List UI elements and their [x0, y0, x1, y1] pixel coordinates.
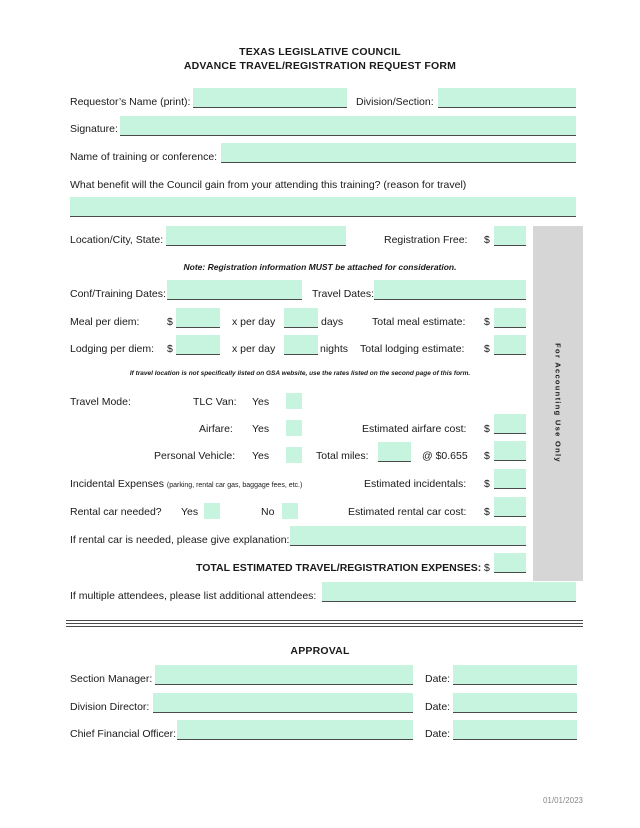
incidental-title: Incidental Expenses [70, 478, 164, 490]
signature-field[interactable] [120, 116, 576, 136]
rental-cost-label: Estimated rental car cost: [348, 506, 467, 518]
rental-cost-field[interactable] [494, 497, 526, 517]
section-manager-date-label: Date: [425, 673, 451, 685]
total-field[interactable] [494, 553, 526, 573]
meal-total-label: Total meal estimate: [372, 316, 466, 328]
personal-vehicle-checkbox[interactable] [286, 447, 302, 463]
section-manager-field[interactable] [155, 665, 413, 685]
meal-total-currency: $ [484, 316, 490, 328]
tlc-van-label: TLC Van: [193, 396, 237, 408]
travel-dates-field[interactable] [374, 280, 526, 300]
benefit-question: What benefit will the Council gain from your attending this training? (reason for travel) [70, 179, 467, 191]
org-name: TEXAS LEGISLATIVE COUNCIL [239, 46, 401, 58]
meal-days-field[interactable] [284, 308, 318, 328]
total-miles-field[interactable] [378, 442, 411, 462]
meal-days-label: days [321, 316, 344, 328]
personal-vehicle-label: Personal Vehicle: [154, 450, 236, 462]
lodging-per-diem-label: Lodging per diem: [70, 343, 155, 355]
lodging-per-diem-field[interactable] [176, 335, 220, 355]
location-label: Location/City, State: [70, 234, 164, 246]
cfo-field[interactable] [177, 720, 413, 740]
cfo-date-field[interactable] [453, 720, 577, 740]
lodging-total-currency: $ [484, 343, 490, 355]
section-manager-label: Section Manager: [70, 673, 153, 685]
attendees-field[interactable] [322, 582, 576, 602]
registration-fee-label: Registration Free: [384, 234, 468, 246]
meal-total-field[interactable] [494, 308, 526, 328]
division-field[interactable] [438, 88, 576, 108]
airfare-cost-field[interactable] [494, 414, 526, 434]
total-currency: $ [484, 562, 490, 574]
incidental-examples: (parking, rental car gas, baggage fees, etc.) [166, 482, 303, 489]
incidentals-currency: $ [484, 478, 490, 490]
travel-dates-label: Travel Dates: [312, 288, 375, 300]
training-name-label: Name of training or conference: [70, 151, 218, 163]
mileage-rate: @ $0.655 [422, 450, 468, 462]
attendees-label: If multiple attendees, please list additional attendees: [70, 590, 317, 602]
lodging-total-field[interactable] [494, 335, 526, 355]
incidentals-field[interactable] [494, 469, 526, 489]
incidentals-estimate-label: Estimated incidentals: [364, 478, 467, 490]
rental-currency: $ [484, 506, 490, 518]
rental-needed-label: Rental car needed? [70, 506, 162, 518]
registration-fee-field[interactable] [494, 226, 526, 246]
lodging-total-label: Total lodging estimate: [360, 343, 465, 355]
airfare-label: Airfare: [199, 423, 233, 435]
accounting-label: For Accounting Use Only [553, 343, 563, 463]
travel-mode-label: Travel Mode: [70, 396, 131, 408]
total-miles-label: Total miles: [316, 450, 369, 462]
separator-line-top [66, 620, 583, 621]
rental-no-label: No [261, 506, 275, 518]
cfo-label: Chief Financial Officer: [70, 728, 177, 740]
training-name-field[interactable] [221, 143, 576, 163]
requestor-name-field[interactable] [193, 88, 347, 108]
meal-currency: $ [167, 316, 173, 328]
form-title: ADVANCE TRAVEL/REGISTRATION REQUEST FORM [183, 60, 457, 72]
revision-date: 01/01/2023 [542, 796, 583, 805]
rental-no-checkbox[interactable] [282, 503, 298, 519]
division-director-date-field[interactable] [453, 693, 577, 713]
tlc-van-checkbox[interactable] [286, 393, 302, 409]
meal-per-diem-field[interactable] [176, 308, 220, 328]
registration-note: Note: Registration information MUST be attached for consideration. [183, 262, 457, 272]
separator-line-bottom [66, 626, 583, 627]
lodging-nights-field[interactable] [284, 335, 318, 355]
airfare-checkbox[interactable] [286, 420, 302, 436]
lodging-per-day: x per day [232, 343, 276, 355]
rental-yes-label: Yes [181, 506, 199, 518]
lodging-currency: $ [167, 343, 173, 355]
airfare-cost-label: Estimated airfare cost: [362, 423, 467, 435]
lodging-nights-label: nights [320, 343, 349, 355]
location-field[interactable] [166, 226, 346, 246]
meal-per-day: x per day [232, 316, 276, 328]
rental-explain-label: If rental car is needed, please give explanation: [70, 534, 290, 546]
total-label: TOTAL ESTIMATED TRAVEL/REGISTRATION EXPENSES: [196, 562, 482, 574]
division-director-field[interactable] [153, 693, 413, 713]
mileage-currency: $ [484, 450, 490, 462]
signature-label: Signature: [70, 123, 118, 135]
tlc-van-yes: Yes [252, 396, 270, 408]
currency-sign: $ [484, 234, 490, 246]
requestor-name-label: Requestor’s Name (print): [70, 96, 191, 108]
division-label: Division/Section: [356, 96, 434, 108]
conf-dates-field[interactable] [167, 280, 302, 300]
rental-explain-field[interactable] [290, 526, 526, 546]
airfare-currency: $ [484, 423, 490, 435]
rental-yes-checkbox[interactable] [204, 503, 220, 519]
airfare-yes: Yes [252, 423, 270, 435]
meal-per-diem-label: Meal per diem: [70, 316, 140, 328]
approval-heading: APPROVAL [290, 645, 350, 657]
division-director-label: Division Director: [70, 701, 150, 713]
separator-line-mid [66, 623, 583, 624]
cfo-date-label: Date: [425, 728, 451, 740]
gsa-note: If travel location is not specifically listed on GSA website, use the rates listed on the second page of this form. [129, 370, 471, 377]
conf-dates-label: Conf/Training Dates: [70, 288, 166, 300]
benefit-field[interactable] [70, 197, 576, 217]
personal-vehicle-yes: Yes [252, 450, 270, 462]
mileage-total-field[interactable] [494, 441, 526, 461]
incidental-label [70, 478, 302, 492]
section-manager-date-field[interactable] [453, 665, 577, 685]
division-director-date-label: Date: [425, 701, 451, 713]
